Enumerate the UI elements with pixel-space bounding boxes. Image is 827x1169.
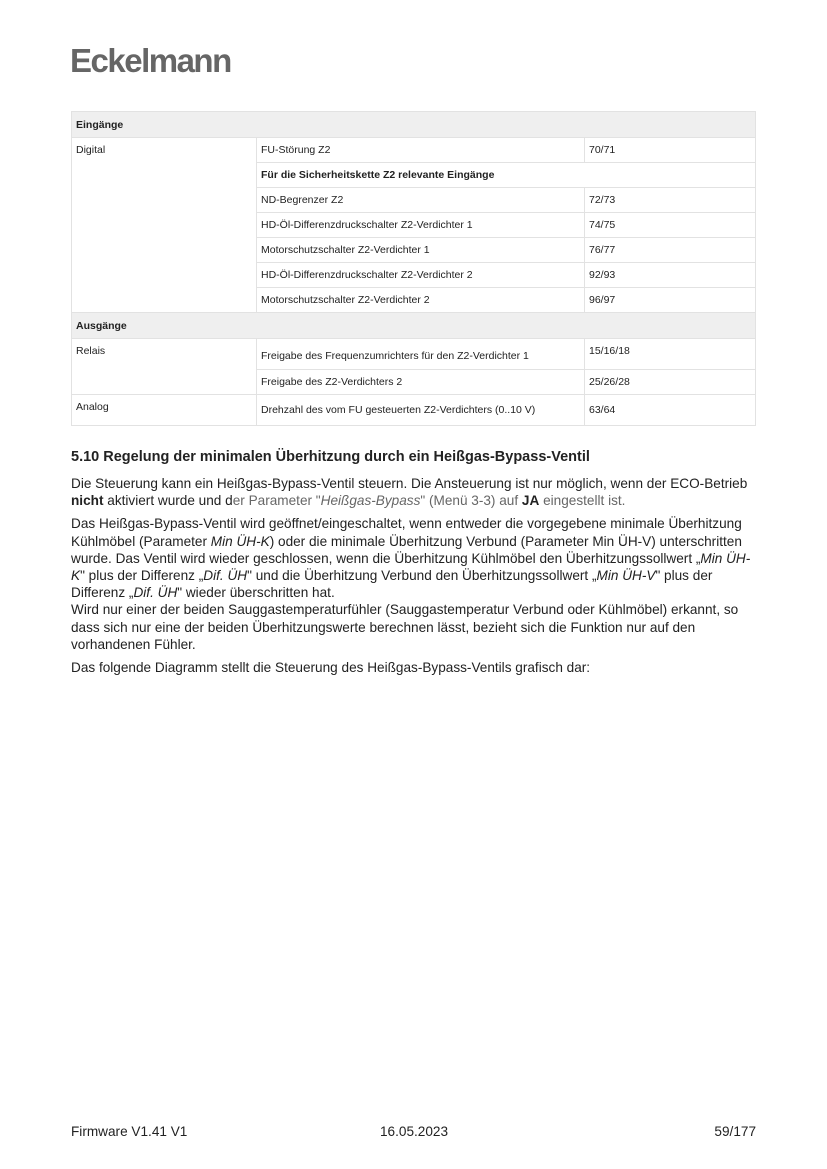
terminal: 92/93: [585, 263, 756, 288]
signal-name: HD-Öl-Differenzdruckschalter Z2-Verdichter 1: [257, 213, 585, 238]
footer-page-number: 59/177: [714, 1124, 756, 1139]
table-row: [72, 395, 756, 426]
terminal: 96/97: [585, 288, 756, 313]
signal-name: ND-Begrenzer Z2: [257, 188, 585, 213]
signal-name: Motorschutzschalter Z2-Verdichter 2: [257, 288, 585, 313]
table-row: [72, 339, 756, 370]
signal-name: FU-Störung Z2: [257, 138, 585, 163]
signal-name: HD-Öl-Differenzdruckschalter Z2-Verdichter 2: [257, 263, 585, 288]
terminal: 25/26/28: [585, 370, 756, 395]
section-heading: 5.10 Regelung der minimalen Überhitzung durch ein Heißgas-Bypass-Ventil: [71, 449, 590, 465]
paragraph: Das folgende Diagramm stellt die Steuerung des Heißgas-Bypass-Ventils grafisch dar:: [71, 660, 591, 676]
terminal: 74/75: [585, 213, 756, 238]
signal-name: Freigabe des Frequenzumrichters für den Z2-Verdichter 1: [257, 339, 585, 370]
io-table: [71, 111, 756, 426]
paragraph: Das Heißgas-Bypass-Ventil wird geöffnet/eingeschaltet, wenn entweder die vorgegebene minimale Überhitzung Kühlmöbel (Parameter Min ÜH-K) oder die minimale Überhitzung Verbund (Parameter Min ÜH-V) unterschritten wurde. Das Ventil wird wieder geschlossen, wenn die Überhitzung Kühlmöbel den Überhitzungssollwert „Min ÜH-K" plus der Differenz „Dif. ÜH" und die Überhitzung Verbund den Überhitzungssollwert „Min ÜH-V" plus der Differenz „Dif. ÜH" wieder überschritten hat.: [71, 516, 751, 601]
footer-date: 16.05.2023: [380, 1124, 449, 1139]
terminal: 15/16/18: [585, 339, 756, 370]
signal-name: Freigabe des Z2-Verdichters 2: [257, 370, 585, 395]
outputs-header: Ausgänge: [72, 313, 756, 339]
footer-firmware: Firmware V1.41 V1: [71, 1124, 188, 1139]
terminal: 76/77: [585, 238, 756, 263]
digital-label: Digital: [72, 138, 257, 313]
table-row: [72, 138, 756, 163]
signal-name: Motorschutzschalter Z2-Verdichter 1: [257, 238, 585, 263]
eckelmann-logo: Eckelmann: [70, 42, 231, 79]
section-body: [71, 475, 761, 682]
terminal: 72/73: [585, 188, 756, 213]
relais-label: Relais: [72, 339, 257, 395]
terminal: 63/64: [585, 395, 756, 426]
terminal: 70/71: [585, 138, 756, 163]
analog-label: Analog: [72, 395, 257, 426]
inputs-header: Eingänge: [72, 112, 756, 138]
paragraph: Die Steuerung kann ein Heißgas-Bypass-Ventil steuern. Die Ansteuerung ist nur möglich, wenn der ECO-Betrieb nicht aktiviert wurde und der Parameter "Heißgas-Bypass" (Menü 3-3) auf JA eingestellt ist.: [71, 476, 748, 509]
signal-name: Drehzahl des vom FU gesteuerten Z2-Verdichters (0..10 V): [257, 395, 585, 426]
paragraph: Wird nur einer der beiden Sauggastemperaturfühler (Sauggastemperatur Verbund oder Kühlmöbel) erkannt, so dass sich nur eine der beiden Überhitzungswerte berechnen lässt, bezieht sich die Funktion nur auf den vorhandenen Fühler.: [71, 602, 739, 652]
safety-chain-subheader: Für die Sicherheitskette Z2 relevante Eingänge: [257, 163, 756, 188]
